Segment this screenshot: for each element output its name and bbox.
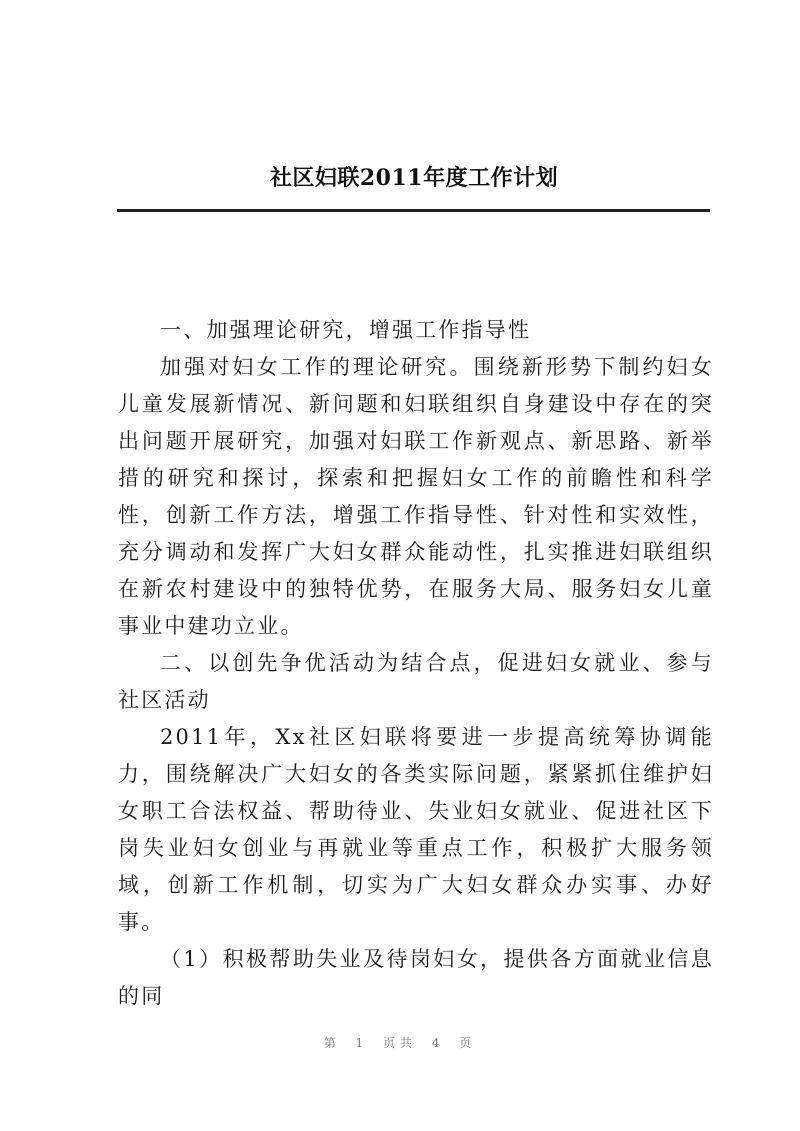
paragraph-3: （1）积极帮助失业及待岗妇女，提供各方面就业信息的同 [118,947,714,1008]
paragraph-2: 2011年，Xx社区妇联将要进一步提高统筹协调能力，围绕解决广大妇女的各类实际问题，紧紧抓住维护妇女职工合法权益、帮助待业、失业妇女就业、促进社区下岗失业妇女创业与再就业等重点工作，积极扩大服务领域，创新工作机制，切实为广大妇女群众办实事、办好事。 [118,725,714,934]
page-footer: 第 1 页共 4 页 [323,1036,477,1050]
section-heading-2: 二、以创先争优活动为结合点，促进妇女就业、参与社区活动 [118,651,714,712]
title-underline [117,209,710,212]
paragraph-1: 加强对妇女工作的理论研究。围绕新形势下制约妇女儿童发展新情况、新问题和妇联组织自身建设中存在的突出问题开展研究，加强对妇联工作新观点、新思路、新举措的研究和探讨，探索和把握妇女工作的前瞻性和科学性，创新工作方法，增强工作指导性、针对性和实效性，充分调动和发挥广大妇女群众能动性，扎实推进妇联组织在新农村建设中的独特优势，在服务大局、服务妇女儿童事业中建功立业。 [118,355,714,638]
document-title: 社区妇联2011年度工作计划 [269,165,559,191]
document-body [118,312,714,1015]
section-heading-1: 一、加强理论研究，增强工作指导性 [160,318,532,342]
